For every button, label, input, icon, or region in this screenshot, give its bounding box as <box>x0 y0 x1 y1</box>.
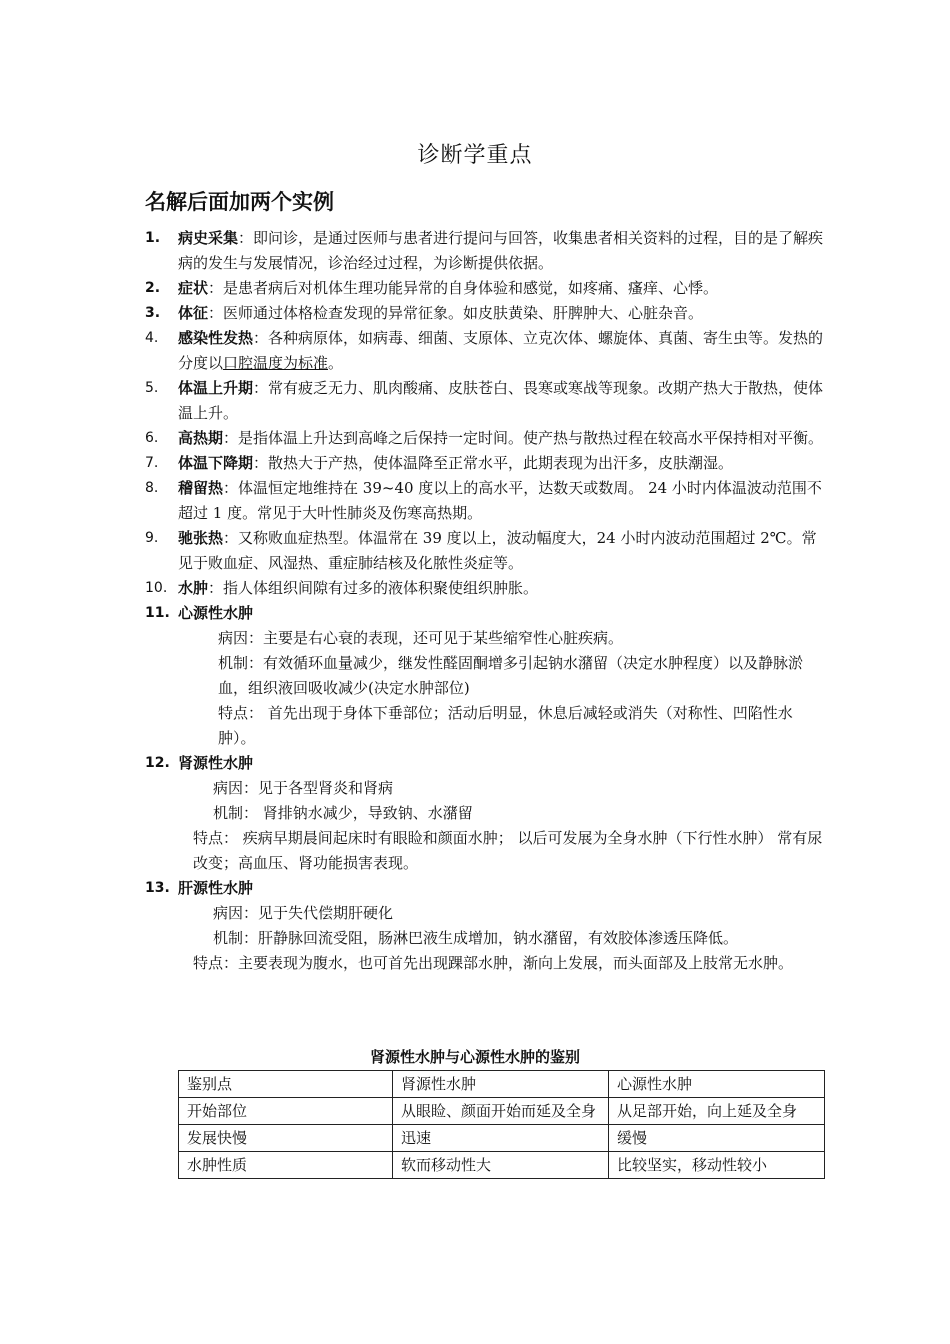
table-cell: 从足部开始，向上延及全身 <box>609 1098 825 1125</box>
mechanism-line: 机制：有效循环血量减少，继发性醛固酮增多引起钠水潴留（决定水肿程度）以及静脉淤血，组织液回吸收减少(决定水肿部位) <box>218 654 804 697</box>
item-text: ：散热大于产热，使体温降至正常水平，此期表现为出汗多，皮肤潮湿。 <box>253 454 734 472</box>
table-cell: 水肿性质 <box>179 1152 393 1179</box>
table-cell: 缓慢 <box>609 1125 825 1152</box>
table-cell: 比较坚实，移动性较小 <box>609 1152 825 1179</box>
list-item-cardiac-edema <box>145 601 825 751</box>
item-term: 稽留热 <box>178 479 224 497</box>
item-underlined-text: 口腔温度为标准 <box>223 354 329 372</box>
item-text: ：又称败血症热型。体温常在 39 度以上，波动幅度大，24 小时内波动范围超过 2℃。常见于败血症、风湿热、重症肺结核及化脓性炎症等。 <box>178 529 817 572</box>
table-row <box>179 1125 825 1152</box>
list-item <box>145 451 825 476</box>
item-number: 12. <box>145 755 170 771</box>
cause-line: 病因：见于各型肾炎和肾病 <box>213 779 394 797</box>
item-text: ：医师通过体格检查发现的异常征象。如皮肤黄染、肝脾肿大、心脏杂音。 <box>208 304 704 322</box>
definition-list <box>145 226 825 976</box>
item-text: ：体温恒定地维持在 39~40 度以上的高水平，达数天或数周。 24 小时内体温波动范围不超过 1 度。常见于大叶性肺炎及伤寒高热期。 <box>178 479 822 522</box>
item-term: 体温上升期 <box>178 379 254 397</box>
table-cell: 迅速 <box>393 1125 609 1152</box>
item-term: 肾源性水肿 <box>178 754 254 772</box>
table-caption: 肾源性水肿与心源性水肿的鉴别 <box>369 1048 580 1066</box>
table-header-cell: 鉴别点 <box>179 1071 393 1098</box>
item-term: 驰张热 <box>178 529 224 547</box>
item-term: 病史采集 <box>178 229 239 247</box>
item-text-after: 。 <box>328 354 344 372</box>
item-term: 肝源性水肿 <box>178 879 254 897</box>
table-cell: 发展快慢 <box>179 1125 393 1152</box>
list-item <box>145 576 825 601</box>
item-number: 2. <box>145 280 161 296</box>
document-title: 诊断学重点 <box>417 143 533 168</box>
item-text: ：即问诊，是通过医师与患者进行提问与回答，收集患者相关资料的过程，目的是了解疾病的发生与发展情况，诊治经过过程，为诊断提供依据。 <box>178 229 824 272</box>
list-item <box>145 526 825 576</box>
item-number: 7. <box>145 455 159 471</box>
list-item <box>145 226 825 276</box>
item-number: 5. <box>145 380 159 396</box>
table-row <box>179 1152 825 1179</box>
table-cell: 从眼睑、颜面开始而延及全身 <box>393 1098 609 1125</box>
item-text: ：是指体温上升达到高峰之后保持一定时间。使产热与散热过程在较高水平保持相对平衡。 <box>223 429 824 447</box>
item-term: 心源性水肿 <box>178 604 254 622</box>
section-heading: 名解后面加两个实例 <box>145 190 334 214</box>
list-item <box>145 276 825 301</box>
table-cell: 开始部位 <box>179 1098 393 1125</box>
item-number: 8. <box>145 480 159 496</box>
item-term: 症状 <box>178 279 209 297</box>
item-text: ：指人体组织间隙有过多的液体积聚使组织肿胀。 <box>208 579 539 597</box>
item-text: ：各种病原体，如病毒、细菌、支原体、立克次体、螺旋体、真菌、寄生虫等。发热的分度以 <box>178 329 824 372</box>
table-cell: 软而移动性大 <box>393 1152 609 1179</box>
feature-line: 特点： 首先出现于身体下垂部位；活动后明显，休息后减轻或消失（对称性、凹陷性水肿）。 <box>218 704 793 747</box>
item-term: 体征 <box>178 304 209 322</box>
table-header-cell: 心源性水肿 <box>609 1071 825 1098</box>
comparison-table <box>178 1070 825 1179</box>
item-number: 6. <box>145 430 159 446</box>
feature-line: 特点：主要表现为腹水，也可首先出现踝部水肿，渐向上发展，而头面部及上肢常无水肿。 <box>193 954 794 972</box>
table-row <box>179 1098 825 1125</box>
mechanism-line: 机制：肝静脉回流受阻，肠淋巴液生成增加，钠水潴留，有效胶体渗透压降低。 <box>213 929 739 947</box>
item-number: 4. <box>145 330 159 346</box>
item-number: 9. <box>145 530 159 546</box>
item-number: 3. <box>145 305 161 321</box>
item-term: 高热期 <box>178 429 224 447</box>
list-item <box>145 476 825 526</box>
item-term: 感染性发热 <box>178 329 254 347</box>
item-number: 13. <box>145 880 170 896</box>
item-term: 水肿 <box>178 579 209 597</box>
item-text: ：是患者病后对机体生理功能异常的自身体验和感觉，如疼痛、瘙痒、心悸。 <box>208 279 719 297</box>
cause-line: 病因：主要是右心衰的表现，还可见于某些缩窄性心脏疾病。 <box>218 629 624 647</box>
item-text: ：常有疲乏无力、肌肉酸痛、皮肤苍白、畏寒或寒战等现象。改期产热大于散热，使体温上升。 <box>178 379 824 422</box>
item-term: 体温下降期 <box>178 454 254 472</box>
table-header-row <box>179 1071 825 1098</box>
item-number: 1. <box>145 230 161 246</box>
item-number: 10. <box>145 580 168 596</box>
list-item <box>145 426 825 451</box>
table-header-cell: 肾源性水肿 <box>393 1071 609 1098</box>
mechanism-line: 机制： 肾排钠水减少，导致钠、水潴留 <box>213 804 473 822</box>
list-item-hepatic-edema <box>145 876 825 976</box>
list-item <box>145 301 825 326</box>
feature-line: 特点： 疾病早期晨间起床时有眼睑和颜面水肿； 以后可发展为全身水肿（下行性水肿） 常有尿改变；高血压、肾功能损害表现。 <box>193 829 823 872</box>
list-item-renal-edema <box>145 751 825 876</box>
list-item <box>145 326 825 376</box>
cause-line: 病因：见于失代偿期肝硬化 <box>213 904 394 922</box>
list-item <box>145 376 825 426</box>
item-number: 11. <box>145 605 170 621</box>
